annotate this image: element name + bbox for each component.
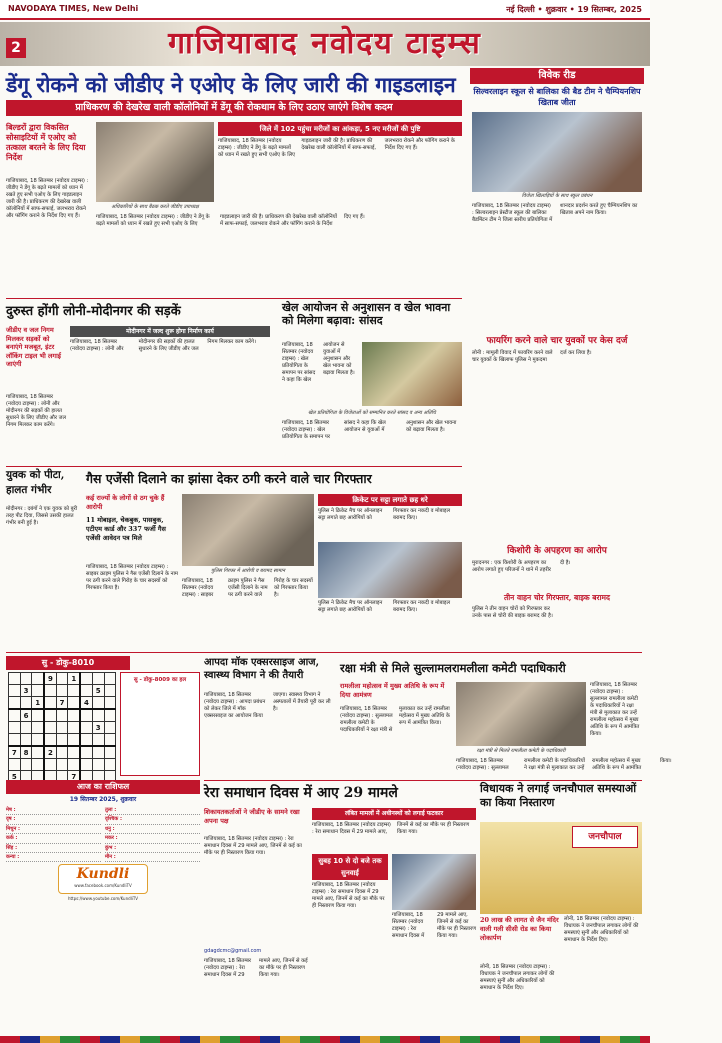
sudoku-cell[interactable] — [92, 759, 104, 771]
sports-body-top: गाजियाबाद, 18 सितम्बर (नवोदय टाइम्स) : खेल प्रतियोगिता के समापन पर सांसद ने कहा कि खेल आयोजन से युवाओं में अनुशासन और खेल भावना को बढ़ावा मिलता है। — [282, 342, 355, 383]
rashifal-list — [6, 806, 200, 1034]
sudoku-cell[interactable] — [92, 673, 104, 685]
kidnap-body: मुरादनगर : एक किशोरी के अपहरण का आरोप लगाते हुए परिजनों ने थाने में तहरीर दी है। — [472, 560, 571, 573]
sudoku-cell[interactable]: 1 — [32, 697, 44, 710]
sudoku-cell[interactable] — [44, 734, 56, 747]
rera-body-3: गाजियाबाद, 18 सितम्बर (नवोदय टाइम्स) : रेरा समाधान दिवस में 29 मामले आए, जिनमें से कई का मौके पर ही निस्तारण किया गया। — [312, 882, 385, 909]
sudoku-cell[interactable] — [104, 697, 116, 710]
lead-sidebar-title: बिल्डरों द्वारा विकसित सोसाइटियों में एओए को तत्काल बरतने के लिए दिया निर्देश — [6, 122, 86, 162]
mla-body: लोनी, 18 सितम्बर (नवोदय टाइम्स) : विधायक ने जनचौपाल लगाकर लोगों की समस्याएं सुनीं और अधिकारियों को समाधान के निर्देश दिए। — [564, 916, 639, 943]
masthead-title: गाजियाबाद नवोदय टाइम्स — [168, 26, 482, 61]
firing-headline: फायरिंग करने वाले चार युवकों पर केस दर्ज — [486, 336, 628, 346]
sudoku-cell[interactable] — [9, 759, 21, 771]
sudoku-cell[interactable]: 7 — [56, 697, 68, 710]
gas-kicker-2: 11 मोबाइल, चेकबुक, पासबुक, एटीएम कार्ड और 337 फर्जी गैस एजेंसी आवेदन पत्र मिले — [86, 516, 166, 542]
sudoku-table[interactable] — [8, 672, 116, 783]
sudoku-cell[interactable]: 4 — [80, 697, 92, 710]
ramlila-photo — [456, 682, 586, 746]
rera-time-box: सुबह 10 से दो बजे तक सुनवाई — [312, 854, 388, 880]
sudoku-cell[interactable] — [44, 722, 56, 734]
rashifal-sign — [105, 815, 200, 824]
sudoku-cell[interactable] — [80, 709, 92, 722]
sudoku-cell[interactable] — [44, 685, 56, 697]
sudoku-cell[interactable]: 8 — [20, 746, 32, 759]
mla-photo — [480, 822, 642, 914]
gas-caption: पुलिस गिरफ्त में आरोपी व बरामद सामान — [210, 568, 286, 574]
ramlila-body: गाजियाबाद, 18 सितम्बर (नवोदय टाइम्स) : सुल्लामल रामलीला कमेटी के पदाधिकारियों ने रक्षा मंत्री से मुलाकात कर उन्हें रामलीला महोत्सव में मुख्य अतिथि के रूप में आमंत्रित किया। — [340, 706, 450, 733]
sudoku-cell[interactable] — [20, 734, 32, 747]
sudoku-cell[interactable] — [56, 709, 68, 722]
sudoku-cell[interactable] — [32, 709, 44, 722]
rashifal-sign — [6, 825, 101, 834]
sudoku-cell[interactable] — [80, 734, 92, 747]
sudoku-cell[interactable] — [56, 722, 68, 734]
sudoku-cell[interactable]: 3 — [92, 722, 104, 734]
sports-body: गाजियाबाद, 18 सितम्बर (नवोदय टाइम्स) : खेल प्रतियोगिता के समापन पर सांसद ने कहा कि खेल आयोजन से युवाओं में अनुशासन और खेल भावना को बढ़ावा मिलता है। — [282, 420, 457, 440]
rashifal-sign-name: मेष : — [6, 807, 16, 813]
rashifal-sign-name: धनु : — [105, 825, 115, 832]
kundli-yt[interactable]: https://www.youtube.com/KundliTV — [67, 896, 139, 901]
rashifal-sign — [6, 853, 101, 862]
sports-photo — [362, 342, 462, 406]
sudoku-cell[interactable] — [92, 746, 104, 759]
rashifal-sign — [105, 844, 200, 853]
sudoku-cell[interactable] — [9, 673, 21, 685]
sudoku-cell[interactable] — [92, 697, 104, 710]
sudoku-cell[interactable] — [32, 734, 44, 747]
sudoku-solution-box — [120, 672, 200, 776]
sudoku-cell[interactable] — [80, 759, 92, 771]
rashifal-sign-name: मकर : — [105, 835, 118, 842]
bikethief-headline: तीन वाहन चोर गिरफ्तार, बाइक बरामद — [503, 593, 611, 602]
gas-headline: गैस एजेंसी दिलाने का झांसा देकर ठगी करने वाले चार गिरफ्तार — [86, 471, 372, 486]
rashifal-date: 19 सितम्बर 2025, शुक्रवार — [69, 796, 137, 803]
bikethief-body: पुलिस ने तीन वाहन चोरों को गिरफ्तार कर उनके पास से चोरी की बाइक बरामद की है। — [472, 606, 553, 619]
ramlila-kicker: रामलीला महोत्सव में मुख्य अतिथि के रूप में दिया आमंत्रण — [340, 682, 445, 699]
sudoku-cell[interactable]: 6 — [20, 709, 32, 722]
gas-body: गाजियाबाद, 18 सितम्बर (नवोदय टाइम्स) : साइबर क्राइम पुलिस ने गैस एजेंसी दिलाने के नाम पर ठगी करने वाले गिरोह के चार सदस्यों को गिरफ्तार किया है। — [182, 578, 313, 598]
divider — [6, 652, 642, 653]
top-bar — [0, 0, 650, 20]
sudoku-cell[interactable] — [104, 759, 116, 771]
ramlila-caption: रक्षा मंत्री से मिलते रामलीला कमेटी के पदाधिकारी — [476, 748, 566, 754]
kundli-brand: Kundli — [76, 866, 130, 882]
mla-poster: जनचौपाल — [572, 826, 638, 848]
vivek-caption: विजेता खिलाड़ियों के साथ स्कूल प्रबंधन — [521, 193, 593, 199]
vivek-headline: सिल्वरलाइन स्कूल से बालिका की बैड टीम ने चैम्पियनशिप खिताब जीता — [473, 86, 641, 107]
divider — [6, 466, 462, 467]
rashifal-sign-name: वृष : — [6, 816, 16, 823]
loni-sidebar-body: गाजियाबाद, 18 सितम्बर (नवोदय टाइम्स) : लोनी और मोदीनगर की सड़कों की हालत सुधारने के लिए जीडीए और जल निगम मिलकर काम करेंगे। — [6, 394, 66, 428]
sudoku-cell[interactable] — [9, 722, 21, 734]
sudoku-cell[interactable] — [68, 759, 80, 771]
mla-headline: विधायक ने लगाई जनचौपाल समस्याओं का किया निस्तारण — [480, 782, 637, 809]
mla-body-left: लोनी, 18 सितम्बर (नवोदय टाइम्स) : विधायक ने जनचौपाल लगाकर लोगों की समस्याएं सुनीं और अधिकारियों को समाधान के निर्देश दिए। — [480, 964, 555, 991]
sudoku-cell[interactable] — [68, 722, 80, 734]
sudoku-cell[interactable]: 1 — [68, 673, 80, 685]
rera-box-body: गाजियाबाद, 18 सितम्बर (नवोदय टाइम्स) : रेरा समाधान दिवस में 29 मामले आए, जिनमें से कई का मौके पर ही निस्तारण किया गया। — [312, 822, 470, 835]
sports-headline: खेल आयोजन से अनुशासन व खेल भावना को मिलेगा बढ़ावा: सांसद — [282, 301, 451, 327]
rashifal-sign — [6, 844, 101, 853]
sudoku-cell[interactable] — [44, 709, 56, 722]
sudoku-cell[interactable] — [56, 685, 68, 697]
sudoku-cell[interactable] — [80, 746, 92, 759]
sudoku-cell[interactable] — [104, 685, 116, 697]
sudoku-cell[interactable] — [68, 697, 80, 710]
rashifal-sign — [6, 834, 101, 843]
rashifal-sign-name: कुंभ : — [105, 844, 117, 851]
sudoku-cell[interactable] — [32, 746, 44, 759]
loni-body: गाजियाबाद, 18 सितम्बर (नवोदय टाइम्स) : लोनी और मोदीनगर की सड़कों की हालत सुधारने के लिए जीडीए और जल निगम मिलकर काम करेंगे। — [70, 339, 256, 352]
sudoku-cell[interactable]: 3 — [20, 685, 32, 697]
sudoku-cell[interactable] — [80, 673, 92, 685]
rashifal-sign — [6, 806, 101, 815]
vivek-photo — [472, 112, 642, 192]
disaster-body: गाजियाबाद, 18 सितम्बर (नवोदय टाइम्स) : आपदा प्रबंधन को लेकर जिले में मॉक एक्सरसाइज का आयोजन किया जाएगा। स्वास्थ्य विभाग ने अस्पतालों में तैयारी पूरी कर ली है। — [204, 692, 331, 719]
sudoku-cell[interactable] — [56, 759, 68, 771]
sudoku-cell[interactable] — [56, 734, 68, 747]
cricket-body: पुलिस ने क्रिकेट मैच पर ऑनलाइन सट्टा लगाते छह आरोपियों को गिरफ्तार कर नकदी व मोबाइल बरामद किए। — [318, 508, 450, 521]
rashifal-sign — [105, 825, 200, 834]
sudoku-cell[interactable] — [32, 759, 44, 771]
sudoku-cell[interactable] — [80, 685, 92, 697]
rashifal-sign-name: तुला : — [105, 807, 117, 813]
issue-date: नई दिल्ली • शुक्रवार • 19 सितम्बर, 2025 — [506, 5, 642, 14]
rera-red-box: लंबित मामलों में अधीनस्थों को लगाई फटकार — [312, 808, 476, 820]
gas-kicker-1: कई राज्यों के लोगों से ठग चुके हैं आरोपी — [86, 494, 165, 511]
sudoku-cell[interactable] — [92, 734, 104, 747]
sudoku-cell[interactable] — [20, 759, 32, 771]
sudoku-cell[interactable]: 5 — [92, 685, 104, 697]
sudoku-cell[interactable] — [104, 746, 116, 759]
divider — [6, 298, 462, 299]
rashifal-sign-name: कन्या : — [6, 854, 20, 861]
divider — [204, 780, 642, 781]
dengue-box-title: जिले में 102 पहुंचा मरीजों का आंकड़ा, 5 नए मरीजों की पुष्टि — [218, 122, 462, 136]
sudoku-cell[interactable]: 7 — [68, 771, 80, 783]
lead-headline: डेंगू रोकने को जीडीए ने एओए के लिए जारी की गाइडलाइन — [6, 72, 456, 97]
sudoku-cell[interactable] — [80, 722, 92, 734]
sudoku-solution-title: सु - डोकु-8009 का हल — [133, 677, 187, 683]
sudoku-cell[interactable]: 7 — [9, 746, 21, 759]
sudoku-cell[interactable] — [9, 685, 21, 697]
kundli-web[interactable]: www.facebook.com/KundliTV — [74, 883, 132, 888]
disaster-headline: आपदा मॉक एक्सरसाइज आज, स्वास्थ्य विभाग ने की तैयारी — [204, 657, 320, 681]
vivek-kicker: विवेक रीड — [470, 68, 644, 84]
rera-photo — [392, 854, 476, 910]
sudoku-cell[interactable] — [104, 722, 116, 734]
rashifal-title: आज का राशिफल — [76, 782, 130, 791]
sudoku-cell[interactable] — [20, 673, 32, 685]
sudoku-cell[interactable] — [68, 746, 80, 759]
sudoku-cell[interactable] — [104, 673, 116, 685]
lead-photo — [96, 122, 214, 202]
lead-body: गाजियाबाद, 18 सितम्बर (नवोदय टाइम्स) : जीडीए ने डेंगू के बढ़ते मामलों को ध्यान में रखते हुए सभी एओए के लिए गाइडलाइन जारी की है। प्राधिकरण की देखरेख वाली कॉलोनियों में साफ-सफाई, जलभराव रोकने और फॉगिंग कराने के निर्देश दिए गए हैं। — [96, 214, 365, 227]
cricket-photo — [318, 542, 462, 598]
sudoku-cell[interactable] — [20, 722, 32, 734]
sudoku-cell[interactable] — [44, 697, 56, 710]
rashifal-sign-name: मिथुन : — [6, 825, 20, 832]
sudoku-cell[interactable] — [9, 734, 21, 747]
sudoku-cell[interactable] — [32, 722, 44, 734]
page-number: 2 — [6, 38, 26, 58]
sudoku-cell[interactable] — [32, 685, 44, 697]
sudoku-grid[interactable] — [8, 672, 116, 781]
youth-headline: युवक को पीटा, हालत गंभीर — [6, 469, 65, 496]
ramlila-headline: रक्षा मंत्री से मिले सुल्लामलरामलीला कमेटी पदाधिकारी — [340, 661, 566, 675]
rashifal-sign-name: सिंह : — [6, 844, 18, 851]
ramlila-body-bottom: गाजियाबाद, 18 सितम्बर (नवोदय टाइम्स) : सुल्लामल रामलीला कमेटी के पदाधिकारियों ने रक्षा मंत्री से मुलाकात कर उन्हें रामलीला महोत्सव में मुख्य अतिथि के रूप में आमंत्रित किया। — [456, 758, 672, 771]
paper-name: NAVODAYA TIMES, New Delhi — [8, 4, 139, 13]
sudoku-cell[interactable] — [56, 673, 68, 685]
sudoku-cell[interactable]: 9 — [44, 673, 56, 685]
lead-photo-caption: अधिकारियों के साथ बैठक करते जीडीए उपाध्यक्ष — [111, 204, 199, 210]
rashifal-sign — [6, 815, 101, 824]
sudoku-cell[interactable] — [32, 673, 44, 685]
rera-kicker: शिकायतकर्ताओं ने जीडीए के सामने रखा अपना पक्ष — [204, 808, 300, 825]
sudoku-cell[interactable] — [92, 709, 104, 722]
vivek-body: गाजियाबाद, 18 सितम्बर (नवोदय टाइम्स) : सिल्वरलाइन प्रेस्टीज स्कूल की बालिका बैडमिंटन टीम ने जिला स्तरीय प्रतियोगिता में शानदार प्रदर्शन करते हुए चैम्पियनशिप का खिताब अपने नाम किया। — [472, 203, 638, 223]
rashifal-sign — [105, 806, 200, 815]
lead-sidebar-body: गाजियाबाद, 18 सितम्बर (नवोदय टाइम्स) : जीडीए ने डेंगू के बढ़ते मामलों को ध्यान में रखते हुए सभी एओए के लिए गाइडलाइन जारी की है। प्राधिकरण की देखरेख वाली कॉलोनियों में साफ-सफाई, जलभराव रोकने और फॉगिंग कराने के निर्देश दिए गए हैं। — [6, 178, 89, 219]
gas-photo — [182, 494, 314, 566]
rera-headline: रेरा समाधान दिवस में आए 29 मामले — [204, 785, 398, 801]
sudoku-cell[interactable] — [44, 759, 56, 771]
kidnap-headline: किशोरी के अपहरण का आरोप — [507, 546, 607, 556]
print-color-bar — [0, 1036, 650, 1043]
sudoku-cell[interactable] — [68, 709, 80, 722]
youth-body: मोदीनगर : दबंगों ने एक युवक को बुरी तरह पीट दिया, जिससे उसकी हालत गंभीर बनी हुई है। — [6, 506, 78, 526]
kundli-ad[interactable] — [58, 864, 148, 894]
firing-body: लोनी : मामूली विवाद में फायरिंग करने वाले चार युवकों के खिलाफ पुलिस ने मुकदमा दर्ज कर लिया है। — [472, 350, 592, 363]
sudoku-cell[interactable] — [104, 734, 116, 747]
rera-body-2: गाजियाबाद, 18 सितम्बर (नवोदय टाइम्स) : रेरा समाधान दिवस में 29 मामले आए, जिनमें से कई का मौके पर ही निस्तारण किया गया। — [204, 958, 308, 978]
rera-body-4: गाजियाबाद, 18 सितम्बर (नवोदय टाइम्स) : रेरा समाधान दिवस में 29 मामले आए, जिनमें से कई का मौके पर ही निस्तारण किया गया। — [392, 912, 476, 939]
rera-email[interactable]: gdagdcmc@gmail.com — [204, 948, 262, 954]
sports-caption: खेल प्रतियोगिता के विजेताओं को सम्मानित करते सांसद व अन्य अतिथि — [308, 410, 436, 416]
loni-kicker: मोदीनगर में जल्द शुरू होगा निर्माण कार्य — [70, 326, 270, 337]
mla-kicker: 20 लाख की लागत से जैन मंदिर वाली गली सीसी रोड का किया लोकार्पण — [480, 916, 559, 942]
sudoku-cell[interactable] — [104, 709, 116, 722]
sudoku-cell[interactable] — [56, 746, 68, 759]
sudoku-cell[interactable] — [9, 709, 21, 722]
rashifal-sign-name: कर्क : — [6, 835, 18, 842]
rashifal-sign — [105, 853, 200, 862]
sudoku-cell[interactable]: 2 — [44, 746, 56, 759]
loni-sidebar-title: जीडीए व जल निगम मिलकर सड़कों को बनाएंगे मजबूत, इंटर लॉकिंग टाइल भी लगाई जाएंगी — [6, 326, 61, 368]
loni-headline: दुरुस्त होंगी लोनी-मोदीनगर की सड़कें — [6, 304, 181, 319]
rashifal-sign-name: मीन : — [105, 854, 116, 861]
lead-subhead: प्राधिकरण की देखरेख वाली कॉलोनियों में डेंगू की रोकथाम के लिए उठाए जाएंगे विशेष कदम — [6, 100, 462, 116]
sudoku-cell[interactable]: 5 — [9, 771, 21, 783]
rashifal-sign-name: वृश्चिक : — [105, 816, 122, 823]
sudoku-cell[interactable] — [68, 734, 80, 747]
sudoku-cell[interactable] — [9, 697, 21, 710]
rashifal-sign — [105, 834, 200, 843]
sudoku-cell[interactable] — [20, 697, 32, 710]
dengue-box-body: गाजियाबाद, 18 सितम्बर (नवोदय टाइम्स) : जीडीए ने डेंगू के बढ़ते मामलों को ध्यान में रखते हुए सभी एओए के लिए गाइडलाइन जारी की है। प्राधिकरण की देखरेख वाली कॉलोनियों में साफ-सफाई, जलभराव रोकने और फॉगिंग कराने के निर्देश दिए गए हैं। — [218, 138, 455, 158]
cricket-kicker: क्रिकेट पर सट्टा लगाते छह धरे — [318, 494, 462, 506]
cricket-body-2: पुलिस ने क्रिकेट मैच पर ऑनलाइन सट्टा लगाते छह आरोपियों को गिरफ्तार कर नकदी व मोबाइल बरामद किए। — [318, 600, 450, 613]
rashifal-header — [6, 780, 200, 794]
sudoku-title: सु - डोकु-8010 — [6, 656, 130, 670]
gas-body-left: गाजियाबाद, 18 सितम्बर (नवोदय टाइम्स) : साइबर क्राइम पुलिस ने गैस एजेंसी दिलाने के नाम पर ठगी करने वाले गिरोह के चार सदस्यों को गिरफ्तार किया है। — [86, 564, 178, 591]
sudoku-cell[interactable] — [68, 685, 80, 697]
rera-body: गाजियाबाद, 18 सितम्बर (नवोदय टाइम्स) : रेरा समाधान दिवस में 29 मामले आए, जिनमें से कई का मौके पर ही निस्तारण किया गया। — [204, 836, 302, 856]
ramlila-body-right: गाजियाबाद, 18 सितम्बर (नवोदय टाइम्स) : सुल्लामल रामलीला कमेटी के पदाधिकारियों ने रक्षा मंत्री से मुलाकात कर उन्हें रामलीला महोत्सव में मुख्य अतिथि के रूप में आमंत्रित किया। — [590, 682, 640, 737]
